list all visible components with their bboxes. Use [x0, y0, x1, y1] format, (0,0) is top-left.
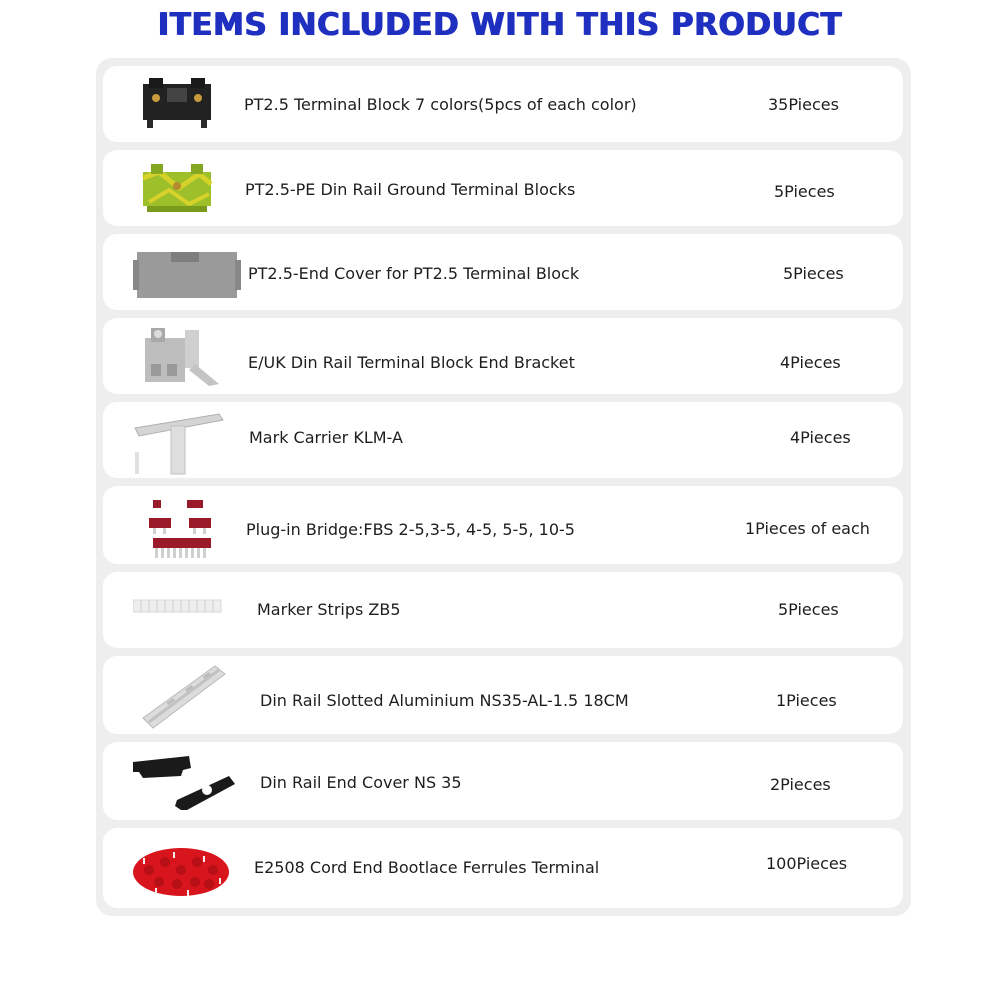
- item-name: Din Rail Slotted Aluminium NS35-AL-1.5 18CM: [260, 691, 629, 710]
- list-item: [103, 656, 903, 734]
- item-quantity: 5Pieces: [783, 264, 844, 283]
- item-quantity: 4Pieces: [780, 353, 841, 372]
- item-quantity: 35Pieces: [768, 95, 839, 114]
- plug-in-bridge-icon: [139, 498, 229, 560]
- din-rail-end-cover-icon: [129, 750, 241, 814]
- marker-strip-icon: [133, 598, 223, 614]
- item-name: PT2.5 Terminal Block 7 colors(5pcs of each color): [244, 95, 637, 114]
- din-rail-icon: [139, 662, 229, 730]
- item-name: Plug-in Bridge:FBS 2-5,3-5, 4-5, 5-5, 10-5: [246, 520, 575, 539]
- item-quantity: 1Pieces: [776, 691, 837, 710]
- list-item: [103, 66, 903, 142]
- list-item: [103, 828, 903, 908]
- mark-carrier-icon: [131, 408, 227, 476]
- ground-terminal-block-icon: [139, 164, 215, 216]
- ferrules-icon: [129, 840, 233, 900]
- item-name: Marker Strips ZB5: [257, 600, 401, 619]
- item-quantity: 5Pieces: [774, 182, 835, 201]
- end-cover-plate-icon: [131, 246, 243, 302]
- end-bracket-icon: [135, 324, 231, 390]
- item-quantity: 1Pieces of each: [745, 519, 870, 538]
- item-name: PT2.5-End Cover for PT2.5 Terminal Block: [248, 264, 580, 283]
- list-item: [103, 572, 903, 648]
- list-item: [103, 742, 903, 820]
- terminal-block-black-icon: [139, 78, 215, 130]
- item-name: PT2.5-PE Din Rail Ground Terminal Blocks: [245, 180, 576, 199]
- list-item: [103, 234, 903, 310]
- list-item: [103, 318, 903, 394]
- list-item: [103, 486, 903, 564]
- item-name: Mark Carrier KLM-A: [249, 428, 403, 447]
- item-quantity: 4Pieces: [790, 428, 851, 447]
- page-title: ITEMS INCLUDED WITH THIS PRODUCT: [157, 7, 843, 43]
- item-quantity: 5Pieces: [778, 600, 839, 619]
- item-name: E2508 Cord End Bootlace Ferrules Terminal: [254, 858, 600, 877]
- item-quantity: 100Pieces: [766, 854, 848, 873]
- item-name: Din Rail End Cover NS 35: [260, 773, 462, 792]
- list-item: [103, 150, 903, 226]
- item-name: E/UK Din Rail Terminal Block End Bracket: [248, 353, 575, 372]
- list-item: [103, 402, 903, 478]
- item-quantity: 2Pieces: [770, 775, 831, 794]
